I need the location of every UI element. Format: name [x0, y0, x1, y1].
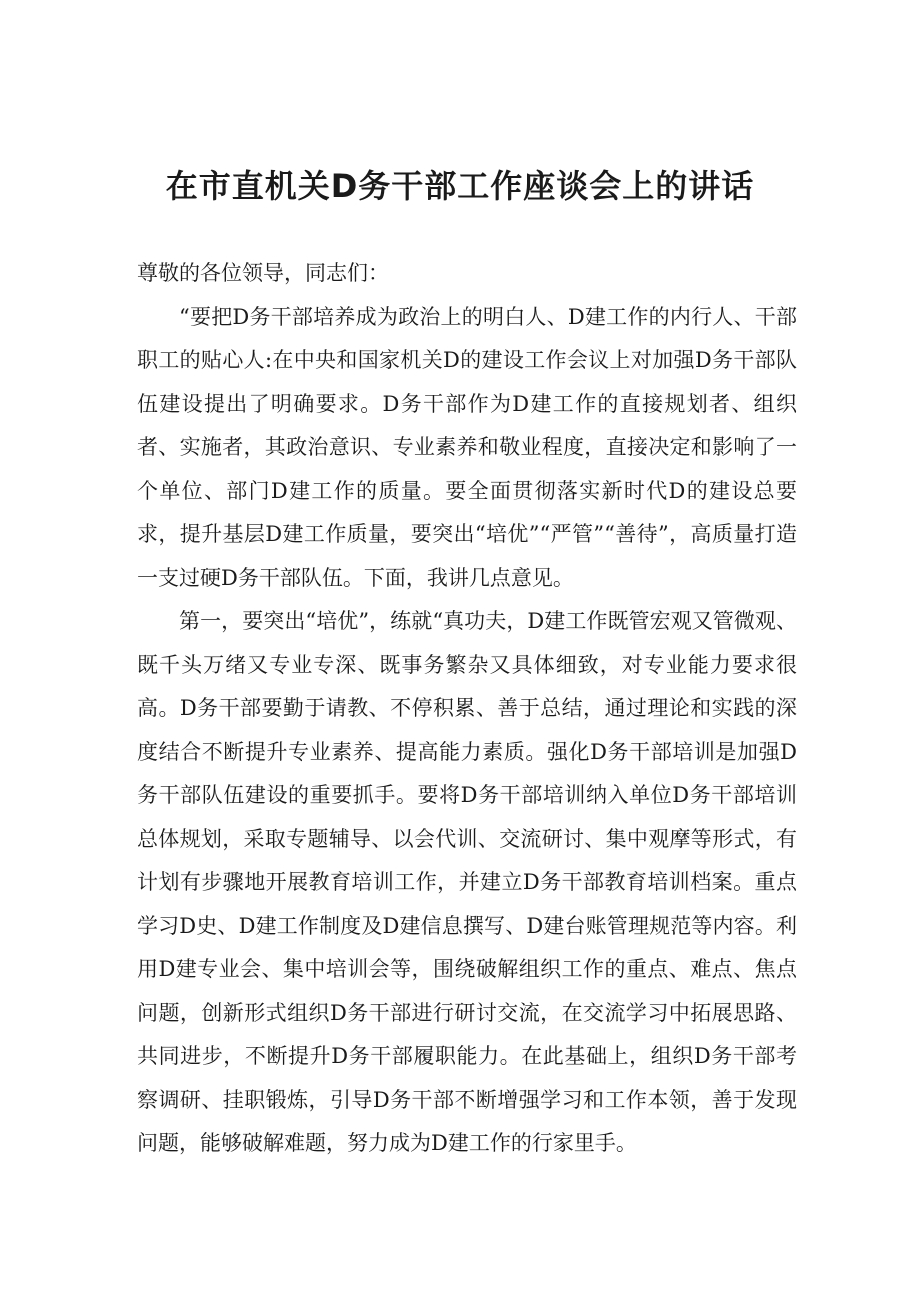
paragraph-intro: “要把D务干部培养成为政治上的明白人、D建工作的内行人、干部职工的贴心人:在中央和国家机关D的建设工作会议上对加强D务干部队伍建设提出了明确要求。D务干部作为D建工作的直接规划者、组织者、实施者，其政治意识、专业素养和敬业程度，直接决定和影响了一个单位、部门D建工作的质量。要全面贯彻落实新时代D的建设总要求，提升基层D建工作质量，要突出“培优”“严管”“善待”，高质量打造一支过硬D务干部队伍。下面，我讲几点意见。: [137, 304, 797, 590]
document-body: [137, 252, 797, 1166]
paragraph-first-point: 第一，要突出“培优”，练就“真功夫，D建工作既管宏观又管微观、既千头万绪又专业专深、既事务繁杂又具体细致，对专业能力要求很高。D务干部要勤于请教、不停积累、善于总结，通过理论和实践的深度结合不断提升专业素养、提高能力素质。强化D务干部培训是加强D务干部队伍建设的重要抓手。要将D务干部培训纳入单位D务干部培训总体规划，采取专题辅导、以会代训、交流研讨、集中观摩等形式，有计划有步骤地开展教育培训工作，并建立D务干部教育培训档案。重点学习D史、D建工作制度及D建信息撰写、D建台账管理规范等内容。利用D建专业会、集中培训会等，围绕破解组织工作的重点、难点、焦点问题，创新形式组织D务干部进行研讨交流，在交流学习中拓展思路、共同进步，不断提升D务干部履职能力。在此基础上，组织D务干部考察调研、挂职锻炼，引导D务干部不断增强学习和工作本领，善于发现问题，能够破解难题，努力成为D建工作的行家里手。: [137, 609, 797, 1155]
salutation: 尊敬的各位领导，同志们：: [137, 261, 389, 285]
document-title: 在市直机关D务干部工作座谈会上的讲话: [165, 167, 755, 205]
